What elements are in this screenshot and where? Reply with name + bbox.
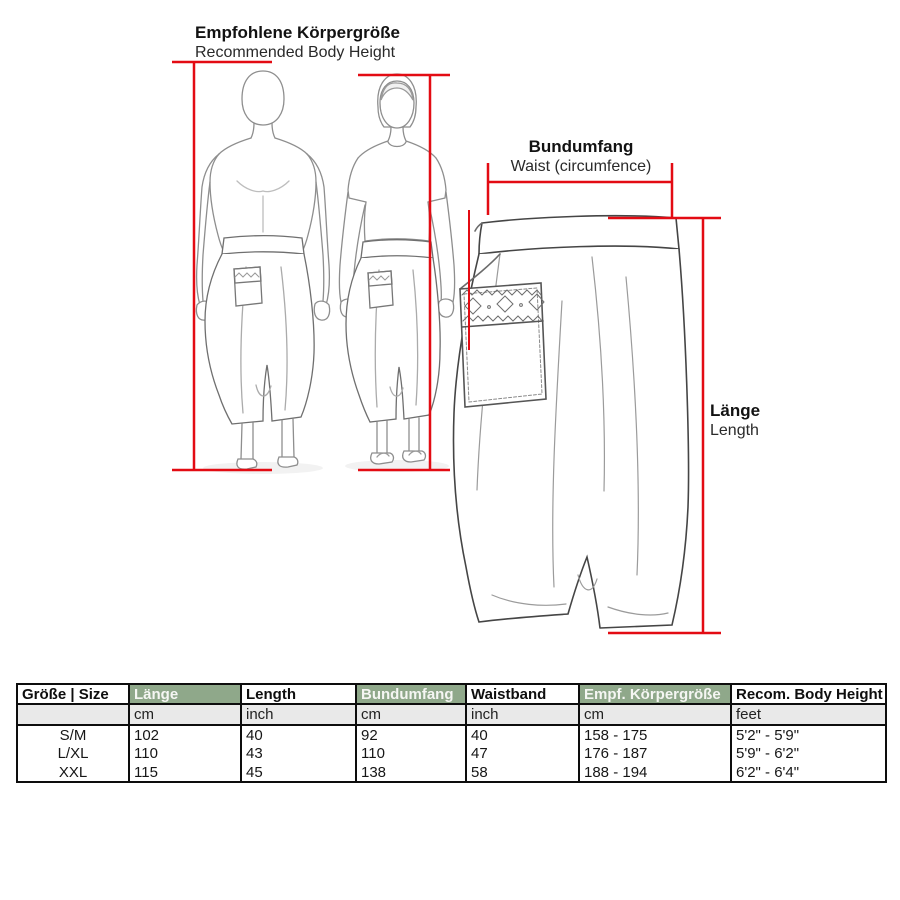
value-cell: 40	[466, 725, 579, 744]
unit-cell: cm	[129, 704, 241, 725]
value-cell: 40	[241, 725, 356, 744]
pants-diagram	[440, 155, 740, 665]
table-row	[17, 725, 886, 744]
column-header-length: Length	[241, 684, 356, 704]
table-unit-row	[17, 704, 886, 725]
models-illustration	[150, 55, 470, 485]
value-cell: 5'9" - 6'2"	[731, 744, 886, 763]
table-header-row	[17, 684, 886, 704]
value-cell: 110	[129, 744, 241, 763]
size-cell: L/XL	[17, 744, 129, 763]
value-cell: 47	[466, 744, 579, 763]
column-header-empf-koerpergroesse: Empf. Körpergröße	[579, 684, 731, 704]
size-table	[16, 683, 887, 783]
unit-cell: cm	[579, 704, 731, 725]
value-cell: 5'2" - 5'9"	[731, 725, 886, 744]
value-cell: 110	[356, 744, 466, 763]
harem-pants-drawing	[454, 216, 689, 628]
length-label-en: Length	[710, 422, 759, 440]
man-figure	[196, 71, 329, 469]
column-header-bundumfang: Bundumfang	[356, 684, 466, 704]
size-cell: XXL	[17, 763, 129, 782]
column-header-size: Größe | Size	[17, 684, 129, 704]
value-cell: 45	[241, 763, 356, 782]
table-row	[17, 744, 886, 763]
waist-label-de: Bundumfang	[528, 137, 634, 156]
unit-cell: feet	[731, 704, 886, 725]
value-cell: 176 - 187	[579, 744, 731, 763]
column-header-laenge: Länge	[129, 684, 241, 704]
unit-cell: inch	[241, 704, 356, 725]
value-cell: 138	[356, 763, 466, 782]
body-height-label-de: Empfohlene Körpergröße	[195, 23, 400, 42]
value-cell: 115	[129, 763, 241, 782]
table-row	[17, 763, 886, 782]
value-cell: 92	[356, 725, 466, 744]
woman-figure	[339, 74, 454, 464]
value-cell: 58	[466, 763, 579, 782]
value-cell: 6'2" - 6'4"	[731, 763, 886, 782]
waist-label-en: Waist (circumfence)	[510, 158, 652, 176]
size-cell: S/M	[17, 725, 129, 744]
column-header-waistband: Waistband	[466, 684, 579, 704]
column-header-recom-body-height: Recom. Body Height	[731, 684, 886, 704]
length-label-de: Länge	[710, 401, 761, 420]
unit-cell: inch	[466, 704, 579, 725]
unit-cell: cm	[356, 704, 466, 725]
value-cell: 102	[129, 725, 241, 744]
value-cell: 43	[241, 744, 356, 763]
body-height-label-en: Recommended Body Height	[195, 44, 396, 62]
unit-cell	[17, 704, 129, 725]
waist-measure-bracket	[488, 163, 672, 218]
value-cell: 158 - 175	[579, 725, 731, 744]
value-cell: 188 - 194	[579, 763, 731, 782]
